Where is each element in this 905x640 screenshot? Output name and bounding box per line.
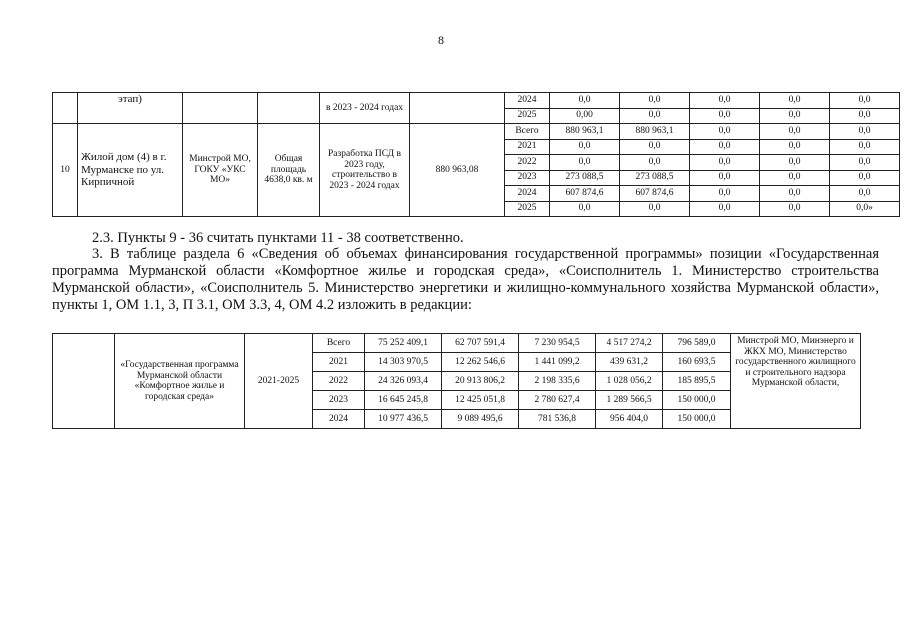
value-cell: 0,0 xyxy=(550,155,620,171)
value-cell: 0,0 xyxy=(760,108,830,124)
year-cell: 2021 xyxy=(505,139,550,155)
value-cell: 0,0 xyxy=(760,155,830,171)
value-cell: 273 088,5 xyxy=(620,170,690,186)
value-cell: 0,0 xyxy=(620,108,690,124)
value-cell: 0,0 xyxy=(690,155,760,171)
value-cell: 12 262 546,6 xyxy=(442,353,519,372)
value-cell: 781 536,8 xyxy=(519,410,596,429)
program-executors: Минстрой МО, Минэнерго и ЖКХ МО, Министерство государственного жилищного и строительного надзора Мурманской области, xyxy=(731,334,861,429)
table-row xyxy=(53,334,861,353)
object-name-continued: этап) xyxy=(78,93,183,124)
program-financing-table xyxy=(52,333,861,429)
value-cell: 0,0 xyxy=(690,170,760,186)
object-name: Жилой дом (4) в г. Мурманске по ул. Кирпичной xyxy=(78,124,183,217)
value-cell: 273 088,5 xyxy=(550,170,620,186)
value-cell: 0,0 xyxy=(830,170,900,186)
value-cell: 0,0 xyxy=(830,108,900,124)
activity-continued: в 2023 - 2024 годах xyxy=(320,93,410,124)
value-cell: 7 230 954,5 xyxy=(519,334,596,353)
year-cell: Всего xyxy=(505,124,550,140)
value-cell: 4 517 274,2 xyxy=(596,334,663,353)
year-cell: 2025 xyxy=(505,201,550,217)
value-cell: 0,0 xyxy=(760,139,830,155)
value-cell: 607 874,6 xyxy=(620,186,690,202)
value-cell: 160 693,5 xyxy=(663,353,731,372)
value-cell: 880 963,1 xyxy=(620,124,690,140)
paragraph-renumbering: 2.3. Пункты 9 - 36 считать пунктами 11 - 38 соответственно. xyxy=(92,230,464,246)
value-cell: 0,0 xyxy=(550,201,620,217)
value-cell: 0,0 xyxy=(690,201,760,217)
value-cell: 185 895,5 xyxy=(663,372,731,391)
value-cell: 1 028 056,2 xyxy=(596,372,663,391)
year-cell: 2024 xyxy=(505,93,550,109)
value-cell: 0,0 xyxy=(690,108,760,124)
year-cell: 2023 xyxy=(313,391,365,410)
value-cell: 9 089 495,6 xyxy=(442,410,519,429)
value-cell: 956 404,0 xyxy=(596,410,663,429)
value-cell: 0,0 xyxy=(830,155,900,171)
value-cell: 16 645 245,8 xyxy=(365,391,442,410)
year-cell: 2025 xyxy=(505,108,550,124)
value-cell: 0,0 xyxy=(830,139,900,155)
value-cell: 2 780 627,4 xyxy=(519,391,596,410)
year-cell: 2024 xyxy=(313,410,365,429)
value-cell: 0,0 xyxy=(620,139,690,155)
item-number: 10 xyxy=(53,124,78,217)
object-financing-table xyxy=(52,92,900,217)
value-cell: 0,0 xyxy=(620,155,690,171)
value-cell: 24 326 093,4 xyxy=(365,372,442,391)
activity: Разработка ПСД в 2023 году, строительство в 2023 - 2024 годах xyxy=(320,124,410,217)
value-cell: 0,0 xyxy=(760,124,830,140)
value-cell: 20 913 806,2 xyxy=(442,372,519,391)
value-cell: 0,0 xyxy=(830,186,900,202)
value-cell: 1 289 566,5 xyxy=(596,391,663,410)
value-cell: 607 874,6 xyxy=(550,186,620,202)
executor: Минстрой МО, ГОКУ «УКС МО» xyxy=(183,124,258,217)
value-cell: 0,0 xyxy=(550,93,620,109)
value-cell: 0,0 xyxy=(830,124,900,140)
value-cell: 0,0 xyxy=(760,170,830,186)
year-cell: 2021 xyxy=(313,353,365,372)
program-period: 2021-2025 xyxy=(245,334,313,429)
value-cell: 62 707 591,4 xyxy=(442,334,519,353)
object-cost: 880 963,08 xyxy=(410,124,505,217)
value-cell: 796 589,0 xyxy=(663,334,731,353)
value-cell: 12 425 051,8 xyxy=(442,391,519,410)
value-cell: 0,0 xyxy=(690,139,760,155)
value-cell: 0,0» xyxy=(830,201,900,217)
value-cell: 1 441 099,2 xyxy=(519,353,596,372)
value-cell: 0,0 xyxy=(760,93,830,109)
value-cell: 2 198 335,6 xyxy=(519,372,596,391)
value-cell: 439 631,2 xyxy=(596,353,663,372)
table-row xyxy=(53,93,900,109)
value-cell: 0,0 xyxy=(690,124,760,140)
object-area: Общая площадь 4638,0 кв. м xyxy=(258,124,320,217)
year-cell: 2023 xyxy=(505,170,550,186)
value-cell: 0,0 xyxy=(620,201,690,217)
value-cell: 880 963,1 xyxy=(550,124,620,140)
year-cell: Всего xyxy=(313,334,365,353)
year-cell: 2024 xyxy=(505,186,550,202)
paragraph-amendment: 3. В таблице раздела 6 «Сведения об объемах финансирования государственной программы» позиции «Государственная программа Мурманской области «Комфортное жилье и городская среда», «Соисполнитель 1. Министерство строительства Мурманской области», «Соисполнитель 5. Министерство энергетики и жилищно-коммунального хозяйства Мурманской области», пункты 1, ОМ 1.1, 3, П 3.1, ОМ 3.3, 4, ОМ 4.2 изложить в редакции: xyxy=(52,246,879,313)
value-cell: 0,0 xyxy=(690,186,760,202)
value-cell: 0,0 xyxy=(550,139,620,155)
value-cell: 10 977 436,5 xyxy=(365,410,442,429)
year-cell: 2022 xyxy=(313,372,365,391)
page-number: 8 xyxy=(438,33,444,47)
value-cell: 150 000,0 xyxy=(663,410,731,429)
value-cell: 0,0 xyxy=(760,201,830,217)
value-cell: 75 252 409,1 xyxy=(365,334,442,353)
table-row xyxy=(53,124,900,140)
value-cell: 14 303 970,5 xyxy=(365,353,442,372)
value-cell: 0,0 xyxy=(690,93,760,109)
value-cell: 0,0 xyxy=(760,186,830,202)
program-name: «Государственная программа Мурманской области «Комфортное жилье и городская среда» xyxy=(115,334,245,429)
year-cell: 2022 xyxy=(505,155,550,171)
value-cell: 150 000,0 xyxy=(663,391,731,410)
value-cell: 0,0 xyxy=(830,93,900,109)
value-cell: 0,0 xyxy=(620,93,690,109)
value-cell: 0,00 xyxy=(550,108,620,124)
